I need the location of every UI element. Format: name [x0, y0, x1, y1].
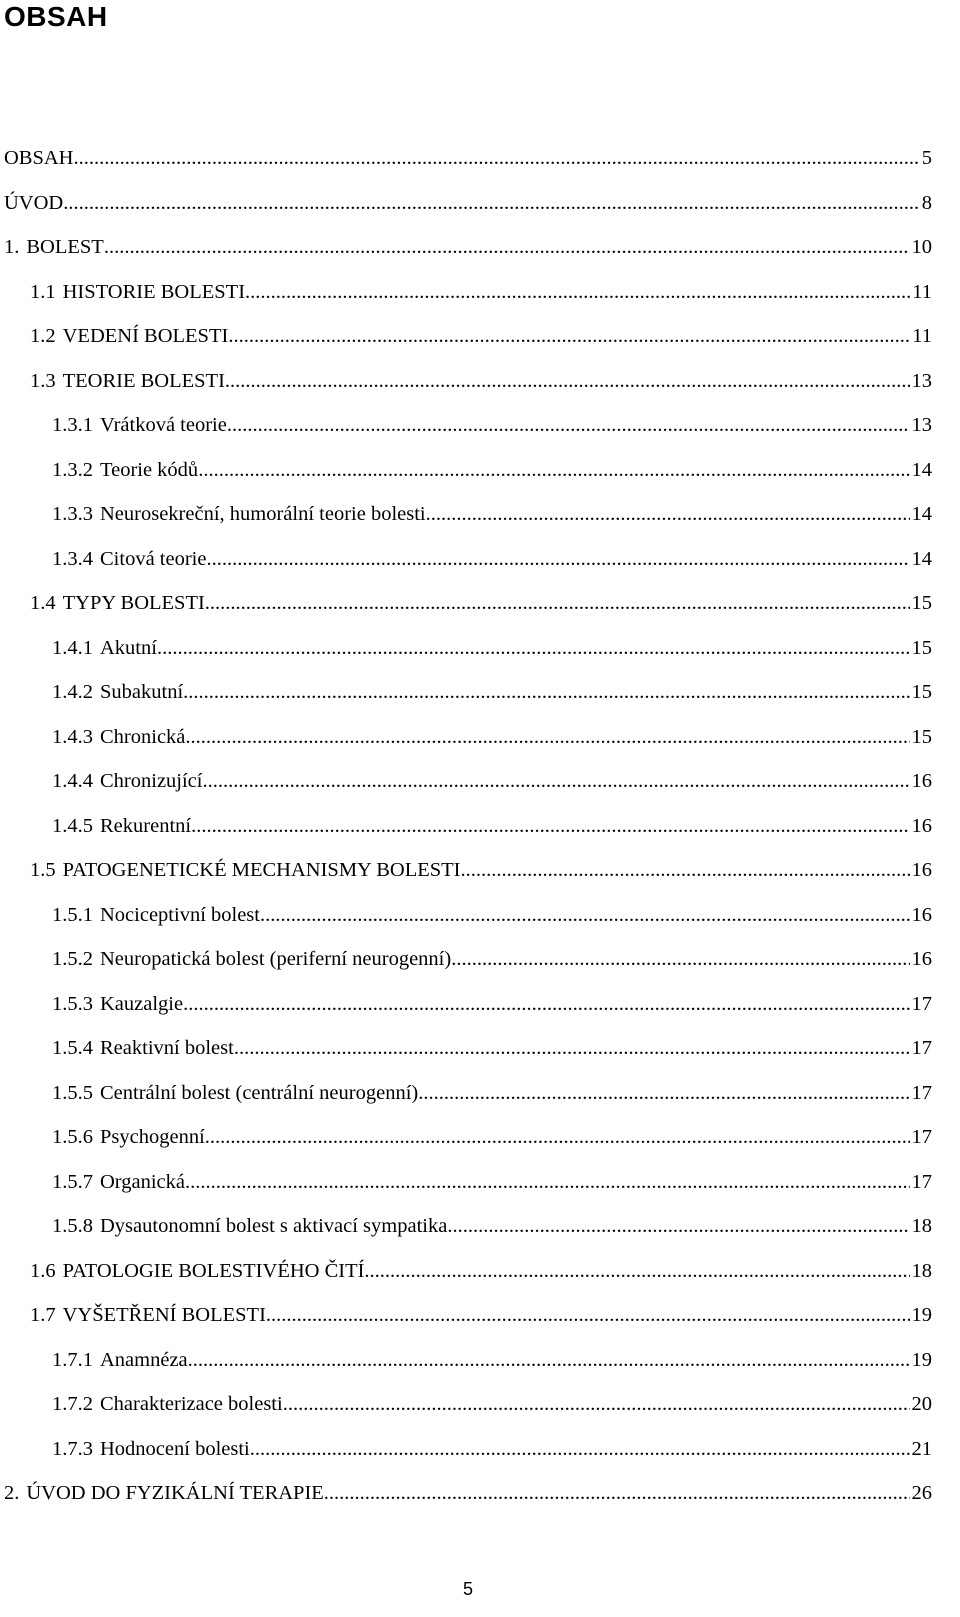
page-number: 5 — [462, 1579, 473, 1599]
dot-leader — [205, 1115, 910, 1160]
toc-entry-page-number: 17 — [911, 1081, 932, 1104]
toc-entry[interactable] — [0, 1471, 960, 1516]
toc-entry-title: Psychogenní — [100, 1126, 205, 1148]
toc-entry-page-number: 21 — [911, 1437, 932, 1460]
toc-entry-title: VEDENÍ BOLESTI — [62, 325, 229, 347]
dot-leader — [188, 1338, 910, 1383]
toc-entry[interactable] — [0, 1427, 960, 1472]
toc-entry-page-number: 16 — [911, 859, 932, 881]
toc-entry[interactable] — [0, 937, 960, 982]
toc-entry-title: Organická — [100, 1170, 186, 1193]
toc-entry-page-number: 11 — [912, 325, 932, 347]
toc-entry-number: 1.4.4 — [52, 770, 93, 792]
toc-entry-page-number: 17 — [911, 1037, 932, 1059]
dot-leader — [234, 1026, 910, 1071]
toc-entry-number: 1.5.7 — [52, 1170, 93, 1193]
dot-leader — [191, 804, 909, 849]
toc-entry-page-number: 17 — [911, 992, 932, 1015]
toc-entry-row — [30, 1249, 932, 1294]
toc-entry[interactable] — [0, 314, 960, 359]
toc-entry-title: Kauzalgie — [100, 992, 184, 1015]
toc-entry-row — [52, 759, 932, 804]
toc-entry-number: 1.5.5 — [52, 1081, 93, 1104]
toc-entry-row — [52, 1338, 932, 1383]
toc-entry[interactable] — [0, 403, 960, 448]
dot-leader — [250, 1427, 910, 1472]
dot-leader — [202, 759, 909, 804]
toc-entry-number: 1.3.4 — [52, 547, 93, 570]
toc-entry-title: Nociceptivní bolest — [100, 903, 260, 926]
toc-entry-page-number: 16 — [911, 770, 932, 792]
toc-entry[interactable] — [0, 1382, 960, 1427]
toc-entry-number: 1.7.2 — [52, 1393, 93, 1415]
toc-entry-number: 1.4.5 — [52, 814, 93, 837]
toc-entry-title: PATOGENETICKÉ MECHANISMY BOLESTI — [62, 859, 461, 881]
toc-entry-number: 1.1 — [30, 280, 56, 303]
toc-entry-row — [52, 403, 932, 448]
toc-entry-number: 1.5.2 — [52, 948, 93, 970]
toc-entry-number: 1.7.1 — [52, 1348, 93, 1371]
toc-entry-row — [52, 537, 932, 582]
toc-entry[interactable] — [0, 759, 960, 804]
dot-leader — [63, 181, 920, 226]
toc-entry-number: 1.3 — [30, 369, 56, 392]
toc-entry-row — [52, 670, 932, 715]
toc-entry-row — [52, 448, 932, 493]
toc-entry-page-number: 19 — [911, 1348, 932, 1371]
toc-entry-row — [30, 848, 932, 893]
toc-entry-title: VYŠETŘENÍ BOLESTI — [62, 1304, 266, 1326]
toc-entry-page-number: 16 — [911, 903, 932, 926]
toc-entry[interactable] — [0, 670, 960, 715]
dot-leader — [266, 1293, 910, 1338]
toc-entry-title: Neuropatická bolest (periferní neurogenní) — [100, 948, 452, 970]
toc-entry-number: 1.5.3 — [52, 992, 93, 1015]
toc-entry-page-number: 11 — [912, 280, 932, 303]
toc-entry[interactable] — [0, 1293, 960, 1338]
toc-entry-number: 1.2 — [30, 325, 56, 347]
dot-leader — [228, 314, 910, 359]
toc-entry-row — [52, 715, 932, 760]
toc-entry[interactable] — [0, 1204, 960, 1249]
dot-leader — [364, 1249, 909, 1294]
toc-entry[interactable] — [0, 1249, 960, 1294]
toc-entry-page-number: 18 — [911, 1215, 932, 1237]
toc-entry-row — [52, 1115, 932, 1160]
toc-entry-title: Anamnéza — [100, 1348, 188, 1371]
toc-entry-title: HISTORIE BOLESTI — [62, 280, 246, 303]
toc-entry-page-number: 14 — [911, 503, 932, 525]
toc-entry-row — [52, 982, 932, 1027]
toc-entry[interactable] — [0, 1115, 960, 1160]
dot-leader — [260, 893, 910, 938]
toc-entry[interactable] — [0, 537, 960, 582]
toc-entry-row — [52, 1160, 932, 1205]
toc-entry-row — [52, 1026, 932, 1071]
toc-entry-title: Teorie kódů — [100, 458, 199, 481]
toc-entry-page-number: 15 — [911, 636, 932, 659]
toc-entry-title: Vrátková teorie — [100, 414, 227, 436]
toc-entry-number: 1.7 — [30, 1304, 56, 1326]
toc-entry-number: 1.3.2 — [52, 458, 93, 481]
dot-leader — [283, 1382, 910, 1427]
toc-entry-row — [4, 136, 932, 181]
toc-entry-number: 1.4.2 — [52, 681, 93, 703]
toc-entry-row — [30, 270, 932, 315]
toc-entry-title: OBSAH — [4, 147, 74, 169]
toc-entry-page-number: 19 — [911, 1304, 932, 1326]
toc-entry-number: 2. — [4, 1482, 20, 1504]
toc-entry-number: 1.5.1 — [52, 903, 93, 926]
toc-entry-title: Neurosekreční, humorální teorie bolesti — [100, 503, 426, 525]
toc-entry-title: TEORIE BOLESTI — [62, 369, 225, 392]
toc-entry-title: Chronická — [100, 725, 186, 748]
toc-entry-number: 1.4 — [30, 592, 56, 614]
dot-leader — [185, 715, 909, 760]
toc-entry-page-number: 16 — [911, 948, 932, 970]
toc-entry[interactable] — [0, 982, 960, 1027]
toc-entry-row — [52, 1382, 932, 1427]
toc-entry-title: Subakutní — [100, 681, 184, 703]
toc-entry-number: 1. — [4, 236, 20, 258]
toc-entry-number: 1.7.3 — [52, 1437, 93, 1460]
toc-entry-title: Akutní — [100, 636, 157, 659]
dot-leader — [227, 403, 910, 448]
toc-entry-title: Hodnocení bolesti — [100, 1437, 250, 1460]
toc-entry-title: TYPY BOLESTI — [62, 592, 205, 614]
toc-entry-page-number: 20 — [911, 1393, 932, 1415]
toc-entry[interactable] — [0, 1071, 960, 1116]
toc-entry-page-number: 13 — [911, 369, 932, 392]
dot-leader — [74, 136, 920, 181]
toc-entry-page-number: 15 — [911, 725, 932, 748]
toc-entry[interactable] — [0, 1160, 960, 1205]
dot-leader — [183, 982, 909, 1027]
toc-entry-title: Rekurentní — [100, 814, 192, 837]
toc-entry-row — [52, 492, 932, 537]
dot-leader — [426, 492, 910, 537]
toc-entry-row — [30, 314, 932, 359]
toc-entry[interactable] — [0, 359, 960, 404]
toc-entry[interactable] — [0, 1026, 960, 1071]
dot-leader — [245, 270, 910, 315]
toc-entry-row — [4, 225, 932, 270]
toc-entry-row — [30, 359, 932, 404]
dot-leader — [447, 1204, 909, 1249]
toc-entry-row — [30, 581, 932, 626]
toc-entry[interactable] — [0, 848, 960, 893]
toc-entry[interactable] — [0, 448, 960, 493]
toc-entry[interactable] — [0, 804, 960, 849]
dot-leader — [418, 1071, 909, 1116]
toc-entry-title: PATOLOGIE BOLESTIVÉHO ČITÍ — [62, 1259, 365, 1282]
toc-entry[interactable] — [0, 181, 960, 226]
toc-entry-page-number: 14 — [911, 458, 932, 481]
dot-leader — [451, 937, 909, 982]
toc-entry-row — [52, 1204, 932, 1249]
toc-entry[interactable] — [0, 225, 960, 270]
toc-entry-row — [52, 937, 932, 982]
toc-entry-page-number: 16 — [911, 814, 932, 837]
toc-entry-title: ÚVOD DO FYZIKÁLNÍ TERAPIE — [26, 1482, 324, 1504]
toc-entry-title: Chronizující — [100, 770, 203, 792]
toc-entry-row — [52, 1071, 932, 1116]
toc-entry-page-number: 13 — [911, 414, 932, 436]
dot-leader — [461, 848, 910, 893]
dot-leader — [206, 537, 909, 582]
toc-entry-number: 1.3.3 — [52, 503, 93, 525]
toc-entry-title: Citová teorie — [100, 547, 207, 570]
toc-entry-row — [52, 893, 932, 938]
toc-entry-page-number: 15 — [911, 592, 932, 614]
toc-entry-page-number: 5 — [921, 147, 932, 169]
toc-entry-title: Dysautonomní bolest s aktivací sympatika — [100, 1215, 448, 1237]
dot-leader — [157, 626, 910, 671]
toc-entry-title: Reaktivní bolest — [100, 1037, 234, 1059]
toc-entry[interactable] — [0, 581, 960, 626]
toc-entry-number: 1.4.3 — [52, 725, 93, 748]
toc-entry-number: 1.5.4 — [52, 1037, 93, 1059]
toc-entry-page-number: 8 — [921, 191, 932, 214]
toc-entry-page-number: 15 — [911, 681, 932, 703]
toc-entry[interactable] — [0, 1338, 960, 1383]
toc-entry[interactable] — [0, 893, 960, 938]
toc-entry-number: 1.6 — [30, 1259, 56, 1282]
toc-entry-page-number: 14 — [911, 547, 932, 570]
toc-entry-title: Centrální bolest (centrální neurogenní) — [100, 1081, 419, 1104]
dot-leader — [198, 448, 909, 493]
toc-entry-row — [4, 181, 932, 226]
toc-entry[interactable] — [0, 492, 960, 537]
dot-leader — [185, 1160, 909, 1205]
page-title: OBSAH — [4, 1, 108, 32]
toc-entry-number: 1.5.8 — [52, 1215, 93, 1237]
toc-entry-title: ÚVOD — [4, 191, 64, 214]
toc-entry-number: 1.5.6 — [52, 1126, 93, 1148]
toc-entry-row — [52, 1427, 932, 1472]
toc-entry-page-number: 17 — [911, 1170, 932, 1193]
toc-entry-page-number: 17 — [911, 1126, 932, 1148]
dot-leader — [183, 670, 909, 715]
toc-entry-page-number: 26 — [911, 1482, 932, 1504]
toc-entry-title: BOLEST — [26, 236, 104, 258]
toc-entry[interactable] — [0, 626, 960, 671]
toc-entry-number: 1.3.1 — [52, 414, 93, 436]
toc-entry[interactable] — [0, 715, 960, 760]
dot-leader — [225, 359, 910, 404]
toc-entry-page-number: 18 — [911, 1259, 932, 1282]
toc-entry-row — [30, 1293, 932, 1338]
dot-leader — [205, 581, 910, 626]
toc-entry-number: 1.5 — [30, 859, 56, 881]
dot-leader — [324, 1471, 910, 1516]
toc-entry[interactable] — [0, 270, 960, 315]
toc-entry[interactable] — [0, 136, 960, 181]
toc-entry-row — [52, 804, 932, 849]
toc-entry-number: 1.4.1 — [52, 636, 93, 659]
dot-leader — [104, 225, 910, 270]
toc-entry-row — [4, 1471, 932, 1516]
table-of-contents — [0, 136, 960, 1516]
toc-entry-title: Charakterizace bolesti — [100, 1393, 283, 1415]
toc-entry-page-number: 10 — [911, 236, 932, 258]
toc-entry-row — [52, 626, 932, 671]
